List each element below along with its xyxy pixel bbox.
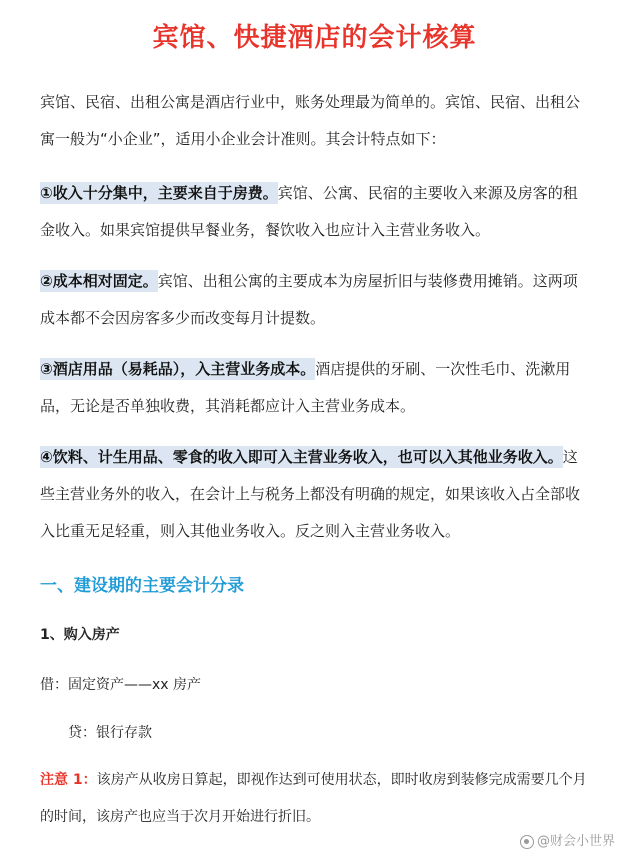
watermark-logo-icon	[520, 835, 534, 849]
point-1	[40, 175, 590, 249]
note-paragraph	[40, 762, 590, 836]
watermark-text: @财会小世界	[536, 834, 615, 849]
point-3-text: 酒店提供的牙刷、一次性毛巾、洗漱用品，无论是否单独收费，其消耗都应计入主营业务成本。	[40, 360, 571, 415]
page-title: 宾馆、快捷酒店的会计核算	[152, 23, 477, 53]
point-2-highlight: ②成本相对固定。	[40, 272, 158, 290]
point-4	[40, 439, 590, 550]
credit-entry: 贷：银行存款	[68, 725, 152, 741]
subsection-heading: 1、购入房产	[40, 627, 120, 643]
point-1-highlight: ①收入十分集中，主要来自于房费。	[40, 184, 278, 202]
point-3-highlight: ③酒店用品（易耗品），入主营业务成本。	[40, 360, 316, 378]
watermark	[520, 833, 615, 851]
point-1-text: 宾馆、公寓、民宿的主要收入来源及房客的租金收入。如果宾馆提供早餐业务，餐饮收入也应计入主营业务收入。	[40, 184, 578, 239]
point-2	[40, 263, 590, 337]
note-text: 该房产从收房日算起，即视作达到可使用状态，即时收房到装修完成需要几个月的时间，该房产也应当于次月开始进行折旧。	[40, 772, 587, 825]
point-2-text: 宾馆、出租公寓的主要成本为房屋折旧与装修费用摊销。这两项成本都不会因房客多少而改变每月计提数。	[40, 272, 578, 327]
point-3	[40, 351, 590, 425]
intro-paragraph: 宾馆、民宿、出租公寓是酒店行业中，账务处理最为简单的。宾馆、民宿、出租公寓一般为“小企业”，适用小企业会计准则。其会计特点如下：	[40, 93, 581, 148]
section-heading: 一、建设期的主要会计分录	[40, 576, 244, 596]
point-4-highlight: ④饮料、计生用品、零食的收入即可入主营业务收入，也可以入其他业务收入。	[40, 448, 563, 466]
note-label: 注意 1：	[40, 772, 97, 788]
point-4-text: 这些主营业务外的收入，在会计上与税务上都没有明确的规定，如果该收入占全部收入比重无足轻重，则入其他业务收入。反之则入主营业务收入。	[40, 448, 581, 540]
debit-entry: 借：固定资产——xx 房产	[40, 677, 202, 693]
